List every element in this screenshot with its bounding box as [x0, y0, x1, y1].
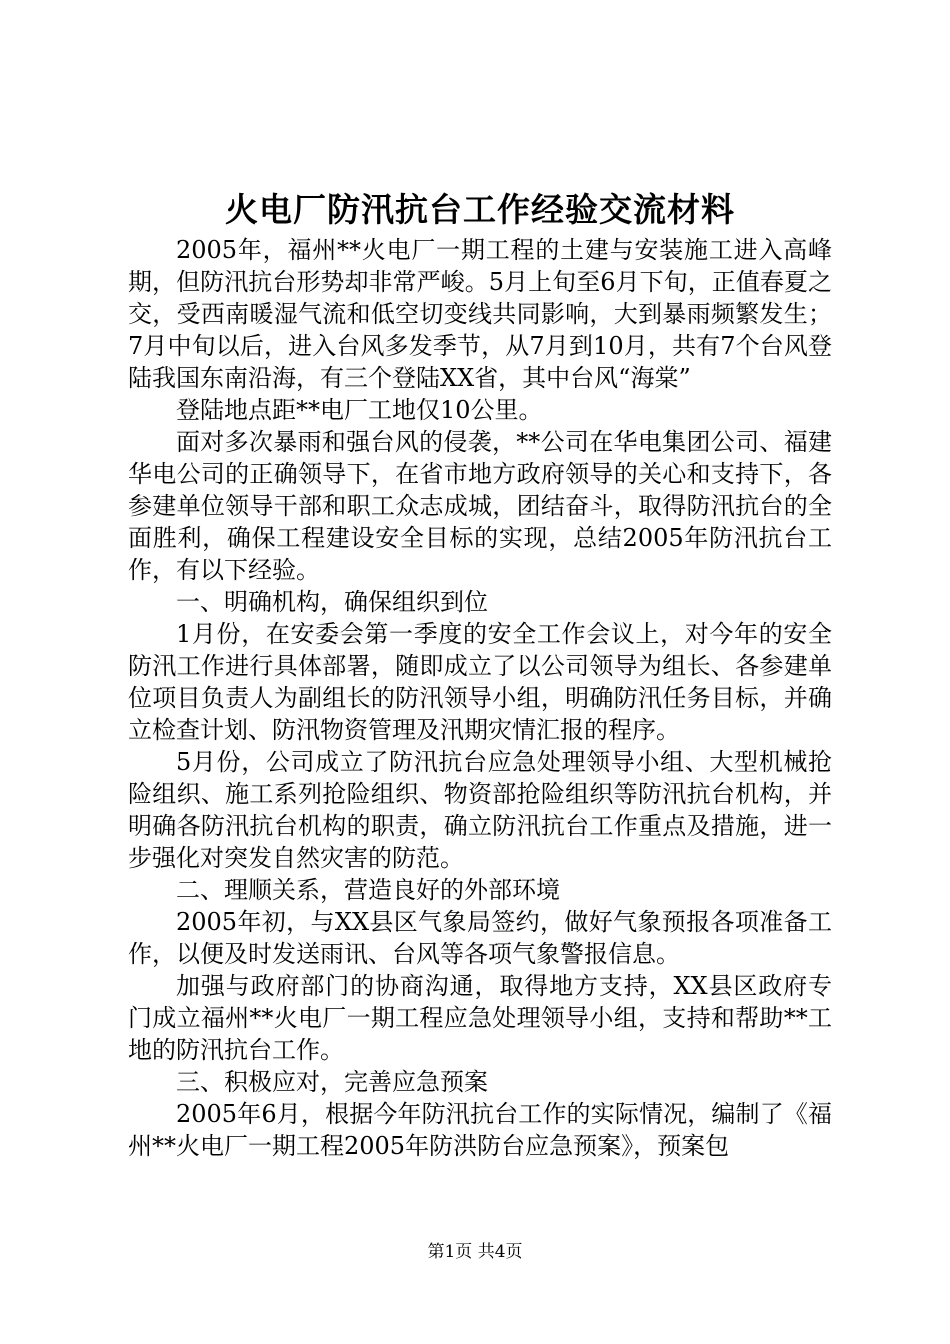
paragraph-3: 面对多次暴雨和强台风的侵袭，**公司在华电集团公司、福建华电公司的正确领导下，在省市地方政府领导的关心和支持下，各参建单位领导干部和职工众志成城，团结奋斗，取得防汛抗台的全面胜利，确保工程建设安全目标的实现，总结2005年防汛抗台工作，有以下经验。: [128, 428, 832, 584]
paragraph-8: 2005年6月，根据今年防汛抗台工作的实际情况，编制了《福州**火电厂一期工程2005年防洪防台应急预案》，预案包: [128, 1100, 832, 1160]
paragraph-2: 登陆地点距**电厂工地仅10公里。: [176, 396, 543, 424]
section-heading-1: 一、明确机构，确保组织到位: [176, 588, 488, 616]
document-body: [128, 234, 832, 1162]
paragraph-5: 5月份，公司成立了防汛抗台应急处理领导小组、大型机械抢险组织、施工系列抢险组织、物资部抢险组织等防汛抗台机构，并明确各防汛抗台机构的职责，确立防汛抗台工作重点及措施，进一步强化对突发自然灾害的防范。: [128, 748, 832, 872]
paragraph-1: 2005年，福州**火电厂一期工程的土建与安装施工进入高峰期，但防汛抗台形势却非常严峻。5月上旬至6月下旬，正值春夏之交，受西南暖湿气流和低空切变线共同影响，大到暴雨频繁发生；7月中旬以后，进入台风多发季节，从7月到10月，共有7个台风登陆我国东南沿海，有三个登陆XX省，其中台风“海棠”: [128, 236, 832, 392]
paragraph-4: 1月份，在安委会第一季度的安全工作会议上，对今年的安全防汛工作进行具体部署，随即成立了以公司领导为组长、各参建单位项目负责人为副组长的防汛领导小组，明确防汛任务目标，并确立检查计划、防汛物资管理及汛期灾情汇报的程序。: [128, 620, 832, 744]
document-title: 火电厂防汛抗台工作经验交流材料: [225, 190, 735, 229]
page-number: 第1页 共4页: [427, 1242, 523, 1262]
section-heading-3: 三、积极应对，完善应急预案: [176, 1068, 488, 1096]
section-heading-2: 二、理顺关系，营造良好的外部环境: [176, 876, 560, 904]
paragraph-6: 2005年初，与XX县区气象局签约，做好气象预报各项准备工作，以便及时发送雨讯、台风等各项气象警报信息。: [128, 908, 832, 968]
paragraph-7: 加强与政府部门的协商沟通，取得地方支持，XX县区政府专门成立福州**火电厂一期工程应急处理领导小组，支持和帮助**工地的防汛抗台工作。: [128, 972, 832, 1064]
